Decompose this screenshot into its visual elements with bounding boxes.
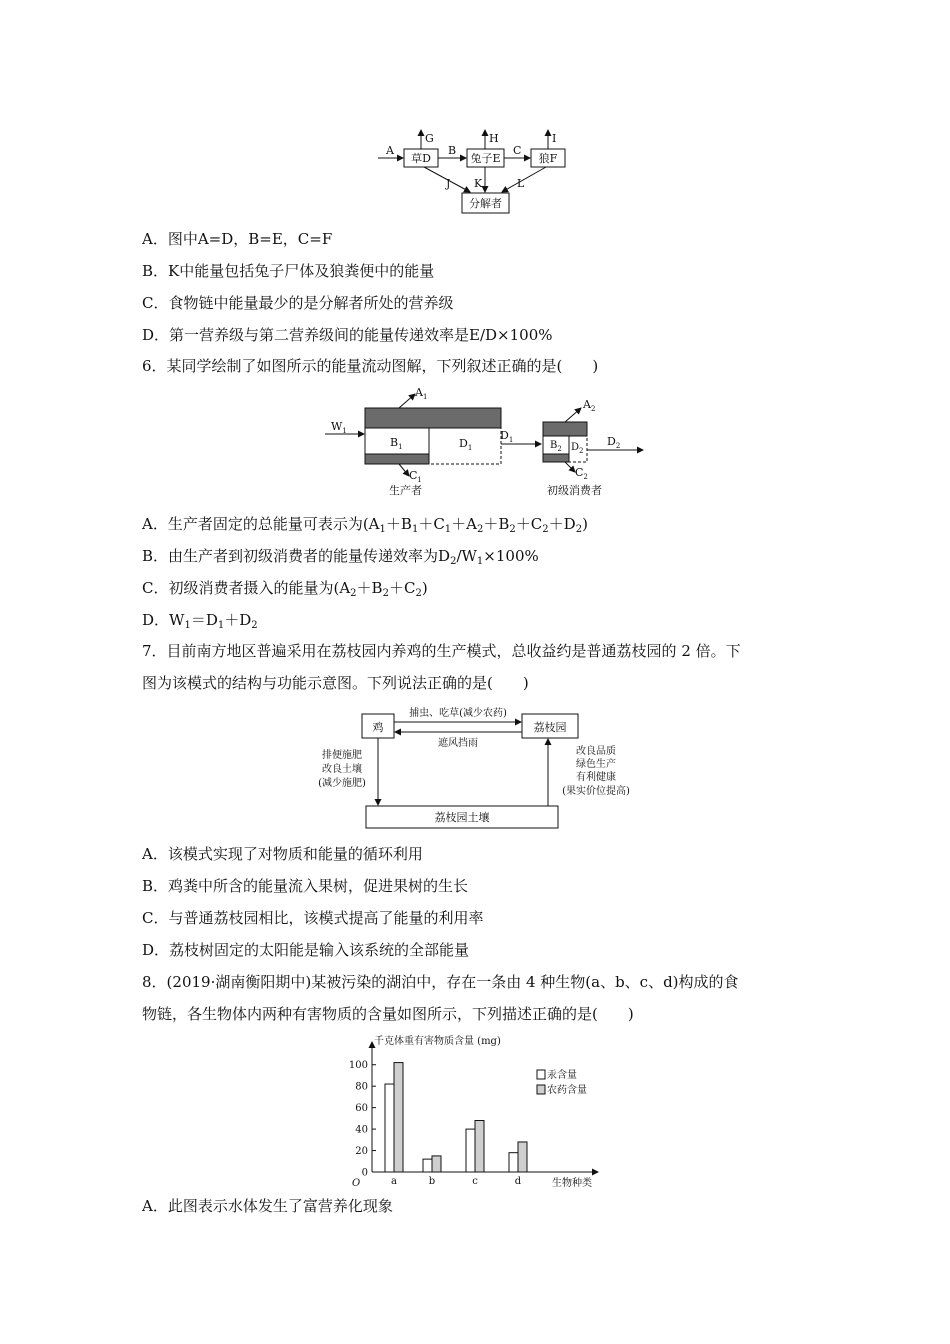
q8-stem-line1: 8．(2019·湖南衡阳期中)某被污染的湖泊中，存在一条由 4 种生物(a、b、c、d)构成的食 [142, 973, 739, 991]
bar-b-series-1 [432, 1156, 441, 1172]
x-tick-label: b [428, 1176, 436, 1187]
arrow-label-i: I [552, 132, 557, 145]
arrow-label-k: K [474, 177, 483, 190]
toxin-bar-chart [330, 1034, 620, 1190]
label-producer: 生产者 [389, 484, 422, 497]
label-top: 捕虫、吃草(减少农药) [409, 708, 507, 719]
chart-title: 千克体重有害物质含量 (mg) [374, 1036, 501, 1047]
q7-option-a: A．该模式实现了对物质和能量的循环利用 [142, 845, 423, 863]
label-b1: $B_1$ [390, 436, 403, 451]
label-d2: $D_2$ [571, 442, 584, 455]
food-chain-diagram [376, 125, 576, 217]
label-right-4: (果实价位提高) [562, 786, 630, 797]
node-chicken: 鸡 [372, 721, 384, 734]
q7-stem-line1: 7．目前南方地区普遍采用在荔枝园内养鸡的生产模式，总收益约是普通荔枝园的 2 倍。下 [142, 642, 741, 660]
arrow-label-j: J [446, 177, 451, 190]
q8-option-a: A．此图表示水体发生了富营养化现象 [142, 1197, 393, 1215]
label-left-1: 排便施肥 [322, 750, 362, 761]
arrow-label-b: B [448, 144, 457, 157]
arrow-label-l: L [517, 177, 525, 190]
bar-b-series-0 [423, 1159, 432, 1172]
x-axis-label: 生物种类 [552, 1178, 592, 1189]
bar-c-series-0 [466, 1129, 475, 1172]
q7-option-d: D．荔枝树固定的太阳能是输入该系统的全部能量 [142, 941, 470, 959]
arrow-label-c: C [513, 144, 522, 157]
q7-stem-line2: 图为该模式的结构与功能示意图。下列说法正确的是( ) [142, 674, 529, 692]
arrow-label-h: H [489, 132, 499, 145]
label-mid: 遮风挡雨 [438, 738, 478, 749]
y-tick-label: 40 [355, 1124, 368, 1136]
y-tick-label: 60 [355, 1103, 368, 1115]
legend-swatch [537, 1085, 545, 1094]
bar-a-series-1 [394, 1063, 403, 1172]
legend-swatch [537, 1070, 545, 1079]
legend-label: 汞含量 [547, 1070, 577, 1081]
q6-option-c: C．初级消费者摄入的能量为$(A_2+B_2+C_2)$ [142, 579, 428, 599]
arrow-label-a: A [386, 144, 394, 157]
label-consumer: 初级消费者 [547, 484, 602, 497]
bar-c-series-1 [475, 1121, 484, 1172]
y-tick-label: 20 [355, 1146, 368, 1158]
x-tick-label: c [472, 1176, 478, 1187]
node-decomposer: 分解者 [469, 197, 502, 210]
bar-d-series-1 [518, 1142, 527, 1172]
origin-label: O [352, 1178, 361, 1189]
label-left-2: 改良土壤 [322, 764, 362, 775]
label-left-3: (减少施肥) [318, 778, 366, 789]
q6-option-d: D．$W_1=D_1+D_2$ [142, 611, 258, 631]
label-right-1: 改良品质 [576, 746, 616, 757]
legend-label: 农药含量 [547, 1085, 587, 1096]
node-rabbit: 兔子E [470, 152, 501, 165]
y-tick-label: 0 [361, 1167, 368, 1179]
node-soil: 荔枝园土壤 [434, 811, 490, 824]
q5-option-b: B．K中能量包括兔子尸体及狼粪便中的能量 [142, 262, 435, 280]
energy-flow-diagram [325, 384, 645, 502]
y-tick-label: 100 [348, 1060, 368, 1072]
q6-option-b: B．由生产者到初级消费者的能量传递效率为$D_2/W_1\times 100\%$ [142, 547, 539, 567]
arrow-label-g: G [425, 132, 434, 145]
label-d1: $D_1$ [459, 437, 473, 452]
q7-option-b: B．鸡粪中所含的能量流入果树，促进果树的生长 [142, 877, 469, 895]
label-a2: $A_2$ [583, 398, 596, 413]
node-grass: 草D [411, 152, 431, 165]
q5-option-a: A．图中A=D，B=E，C=F [142, 230, 333, 248]
node-wolf: 狼F [538, 152, 558, 165]
bar-d-series-0 [509, 1153, 518, 1172]
label-d2-arrow: $D_2$ [607, 435, 621, 450]
q5-option-c: C．食物链中能量最少的是分解者所处的营养级 [142, 294, 454, 312]
bar-a-series-0 [385, 1084, 394, 1172]
x-tick-label: d [514, 1176, 522, 1187]
label-d1-arrow: $D_1$ [500, 429, 514, 444]
q5-option-d: D．第一营养级与第二营养级间的能量传递效率是E/D×100% [142, 326, 553, 344]
label-a1: $A_1$ [415, 386, 428, 401]
q6-option-a: A．生产者固定的总能量可表示为$(A_1+B_1+C_1+A_2+B_2+C_2+D_2)$ [142, 515, 588, 535]
node-orchard: 荔枝园 [533, 721, 567, 734]
q8-stem-line2: 物链，各生物体内两种有害物质的含量如图所示，下列描述正确的是( ) [142, 1005, 634, 1023]
label-c1: $C_1$ [409, 469, 422, 484]
q7-option-c: C．与普通荔枝园相比，该模式提高了能量的利用率 [142, 909, 484, 927]
x-tick-label: a [391, 1176, 397, 1187]
label-right-3: 有利健康 [576, 772, 616, 783]
label-w1: $W_1$ [331, 420, 347, 435]
label-right-2: 绿色生产 [576, 759, 616, 770]
y-tick-label: 80 [355, 1081, 368, 1093]
label-c2: $C_2$ [575, 466, 588, 481]
orchard-model-diagram [312, 702, 642, 832]
label-b2: $B_2$ [550, 440, 562, 453]
q6-stem: 6．某同学绘制了如图所示的能量流动图解，下列叙述正确的是( ) [142, 357, 599, 375]
